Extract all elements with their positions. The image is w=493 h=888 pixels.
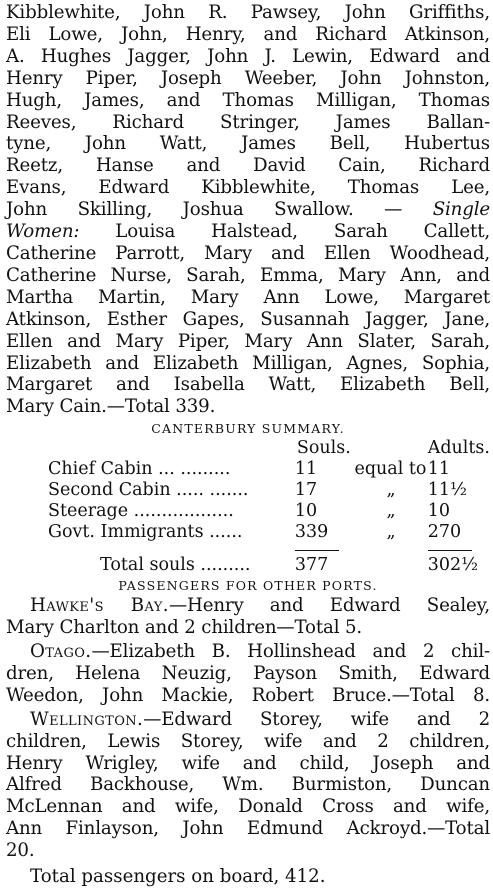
text-line: Eli Lowe, John, Henry, and Richard Atkinson, bbox=[6, 23, 490, 45]
text-line bbox=[6, 221, 490, 243]
summary-row bbox=[48, 480, 490, 501]
summary-souls: 11 bbox=[294, 459, 318, 480]
summary-heading: CANTERBURY SUMMARY. bbox=[151, 421, 345, 437]
summary-total-row bbox=[48, 555, 490, 576]
summary-adults: 10 bbox=[427, 501, 450, 522]
summary-row bbox=[48, 459, 490, 480]
summary-adults: 11 bbox=[427, 459, 450, 480]
text-line: 20. bbox=[6, 840, 35, 862]
text-line: children, Lewis Storey, wife and 2 children, bbox=[6, 730, 490, 752]
summary-souls: 10 bbox=[294, 501, 318, 522]
summary-adults: 270 bbox=[427, 522, 462, 543]
text-line: Catherine Nurse, Sarah, Emma, Mary Ann, and bbox=[6, 264, 490, 286]
text-line: Ellen and Mary Piper, Mary Ann Slater, Sarah, bbox=[6, 330, 490, 352]
text-line bbox=[6, 641, 490, 663]
summary-souls: 339 bbox=[294, 522, 329, 543]
sum-rule bbox=[295, 550, 339, 551]
text-fragment: —Henry and Edward Sealey, bbox=[168, 595, 490, 617]
sum-rule bbox=[428, 550, 472, 551]
summary-souls: 17 bbox=[294, 480, 318, 501]
text-line: Evans, Edward Kibblewhite, Thomas Lee, bbox=[6, 177, 490, 199]
summary-label: Chief Cabin ... ......... bbox=[48, 459, 231, 480]
text-line: McLennan and wife, Donald Cross and wife, bbox=[6, 796, 490, 818]
summary-rule-row bbox=[48, 543, 490, 555]
summary-total-label: Total souls ......... bbox=[100, 555, 251, 576]
text-line bbox=[6, 199, 490, 221]
wellington-entry bbox=[6, 709, 490, 862]
text-line: Alfred Backhouse, Wm. Burmiston, Duncan bbox=[6, 774, 490, 796]
passenger-list-canterbury bbox=[6, 2, 490, 418]
text-line: Margaret and Isabella Watt, Elizabeth Bell, bbox=[6, 374, 490, 396]
port-name: Hawke's Bay. bbox=[30, 595, 169, 617]
text-line bbox=[6, 595, 490, 617]
hawkes-bay-entry bbox=[6, 595, 490, 639]
text-line: Reetz, Hanse and David Cain, Richard bbox=[6, 155, 490, 177]
summary-label: Second Cabin ..... ....... bbox=[48, 480, 249, 501]
text-line: Kibblewhite, John R. Pawsey, John Griffiths, bbox=[6, 2, 490, 23]
souls-header: Souls. bbox=[296, 438, 351, 459]
text-line: Mary Charlton and 2 children—Total 5. bbox=[6, 617, 363, 639]
text-line: Elizabeth and Elizabeth Milligan, Agnes, Sophia, bbox=[6, 352, 490, 374]
total-on-board: Total passengers on board, 412. bbox=[30, 866, 326, 888]
text-line: Catherine Parrott, Mary and Ellen Woodhead, bbox=[6, 242, 490, 264]
text-line: Mary Cain.—Total 339. bbox=[6, 396, 216, 418]
section-label-single: Single bbox=[432, 199, 490, 221]
text-line: Reeves, Richard Stringer, James Ballan- bbox=[6, 111, 490, 133]
summary-row bbox=[48, 522, 490, 543]
summary-ditto: „ bbox=[386, 480, 396, 501]
summary-row bbox=[48, 501, 490, 522]
port-name: Wellington. bbox=[30, 708, 144, 730]
summary-header-row bbox=[48, 438, 490, 459]
text-line: Hugh, James, and Thomas Milligan, Thomas bbox=[6, 89, 490, 111]
section-label-women: Women: bbox=[6, 221, 80, 243]
text-fragment: —Edward Storey, wife and 2 bbox=[143, 708, 490, 730]
text-line: dren, Helena Neuzig, Payson Smith, Edward bbox=[6, 662, 490, 684]
text-line: tyne, John Watt, James Bell, Hubertus bbox=[6, 133, 490, 155]
text-line: Weedon, John Mackie, Robert Bruce.—Total 8. bbox=[6, 684, 490, 706]
text-line: Atkinson, Esther Gapes, Susannah Jagger, Jane, bbox=[6, 308, 490, 330]
other-ports-heading: PASSENGERS FOR OTHER PORTS. bbox=[118, 578, 378, 594]
text-fragment: —Elizabeth B. Hollinshead and 2 chil- bbox=[91, 641, 490, 663]
summary-total-adults: 302½ bbox=[427, 555, 479, 576]
summary-ditto: „ bbox=[386, 522, 396, 543]
text-line: Henry Wrigley, wife and child, Joseph and bbox=[6, 752, 490, 774]
port-name: Otago. bbox=[30, 641, 92, 663]
text-fragment: Louisa Halstead, Sarah Callett, bbox=[79, 221, 490, 243]
text-line: A. Hughes Jagger, John J. Lewin, Edward and bbox=[6, 45, 490, 67]
summary-adults: 11½ bbox=[427, 480, 467, 501]
summary-label: Steerage .................. bbox=[48, 501, 234, 522]
otago-entry bbox=[6, 641, 490, 707]
summary-table bbox=[48, 438, 490, 576]
summary-total-souls: 377 bbox=[294, 555, 329, 576]
text-line: Ann Finlayson, John Edmund Ackroyd.—Total bbox=[6, 818, 490, 840]
summary-ditto: „ bbox=[386, 501, 396, 522]
text-line: Martha Martin, Mary Ann Lowe, Margaret bbox=[6, 286, 490, 308]
text-line bbox=[6, 709, 490, 731]
summary-label: Govt. Immigrants ...... bbox=[48, 522, 243, 543]
adults-header: Adults. bbox=[427, 438, 490, 459]
text-fragment: John Skilling, Joshua Swallow. — bbox=[6, 199, 403, 221]
text-line: Henry Piper, Joseph Weeber, John Johnston, bbox=[6, 67, 490, 89]
newspaper-column bbox=[6, 2, 490, 888]
summary-equal: equal to bbox=[354, 459, 427, 480]
